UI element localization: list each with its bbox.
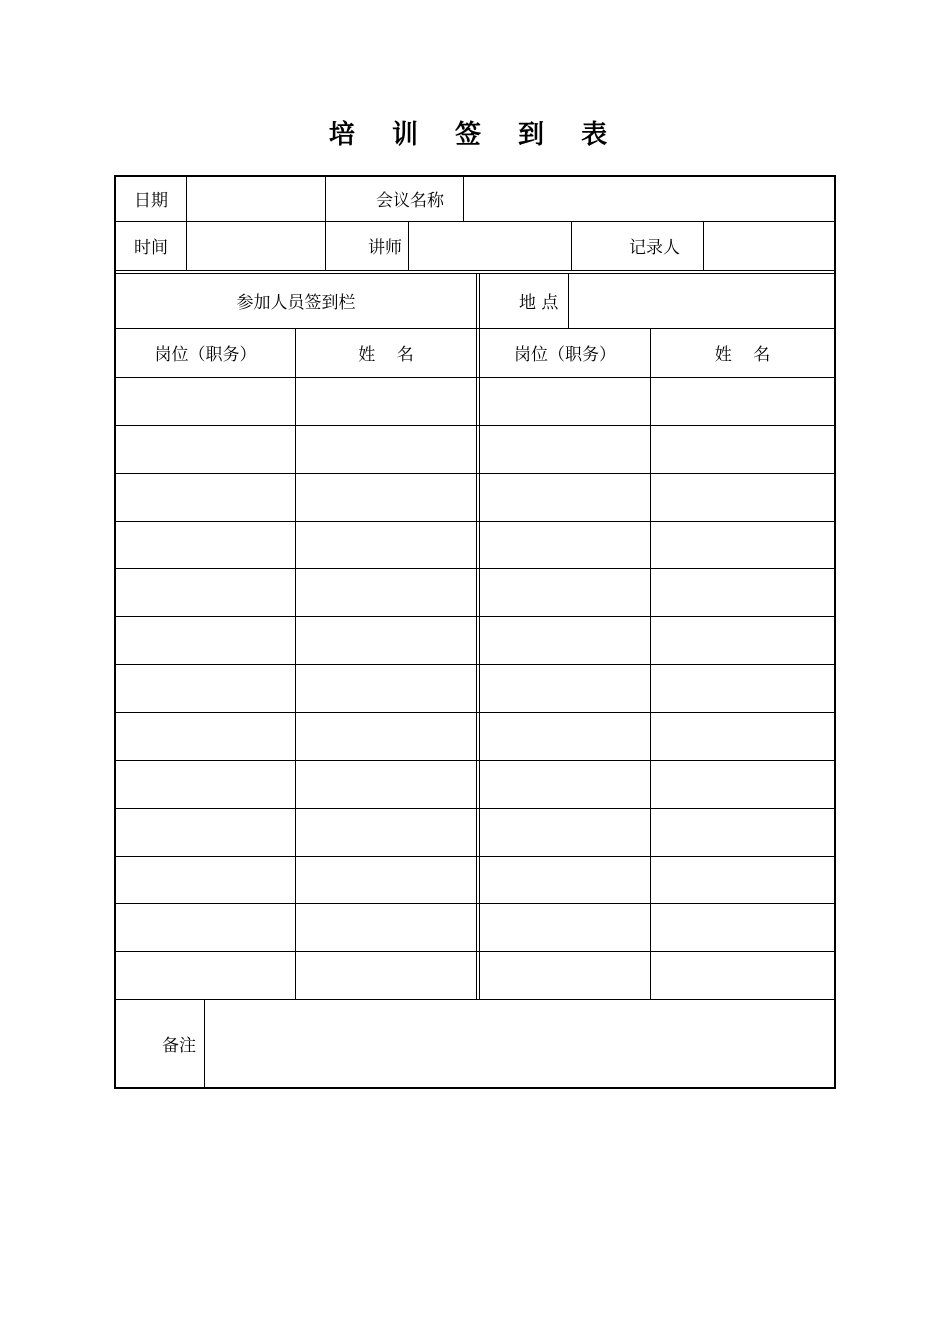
- recorder-label: 记录人: [629, 238, 680, 258]
- meeting-name-field[interactable]: [464, 177, 834, 221]
- date-field[interactable]: [187, 177, 325, 221]
- divider: [476, 274, 477, 999]
- name-cell[interactable]: [651, 569, 834, 616]
- position-cell[interactable]: [116, 952, 295, 999]
- position-cell[interactable]: [116, 809, 295, 856]
- column-header-position: 岗位（职务）: [154, 345, 257, 365]
- name-cell[interactable]: [296, 522, 476, 568]
- recorder-field[interactable]: [704, 222, 834, 270]
- name-cell[interactable]: [651, 617, 834, 664]
- name-cell[interactable]: [651, 426, 834, 473]
- name-cell[interactable]: [296, 761, 476, 808]
- position-cell[interactable]: [116, 713, 295, 760]
- name-cell[interactable]: [651, 952, 834, 999]
- time-label: 时间: [134, 238, 168, 258]
- date-label: 日期: [134, 191, 168, 211]
- divider: [116, 328, 834, 329]
- position-cell[interactable]: [116, 522, 295, 568]
- form-title: 培 训 签 到 表: [328, 120, 622, 150]
- name-cell[interactable]: [651, 378, 834, 425]
- position-cell[interactable]: [480, 665, 650, 712]
- column-header-name: 姓 名: [358, 345, 414, 365]
- name-cell[interactable]: [296, 426, 476, 473]
- position-cell[interactable]: [116, 665, 295, 712]
- name-cell[interactable]: [651, 522, 834, 568]
- lecturer-label: 讲师: [368, 238, 402, 258]
- column-header-position: 岗位（职务）: [514, 345, 616, 365]
- name-cell[interactable]: [296, 665, 476, 712]
- name-cell[interactable]: [296, 952, 476, 999]
- position-cell[interactable]: [116, 904, 295, 951]
- divider: [325, 177, 326, 270]
- position-cell[interactable]: [116, 761, 295, 808]
- name-cell[interactable]: [651, 809, 834, 856]
- name-cell[interactable]: [296, 713, 476, 760]
- position-cell[interactable]: [480, 857, 650, 903]
- position-cell[interactable]: [480, 761, 650, 808]
- remarks-field[interactable]: [205, 1000, 834, 1087]
- divider: [116, 270, 834, 271]
- position-cell[interactable]: [480, 474, 650, 521]
- name-cell[interactable]: [651, 761, 834, 808]
- position-cell[interactable]: [116, 426, 295, 473]
- position-cell[interactable]: [480, 713, 650, 760]
- meeting-name-label: 会议名称: [376, 191, 444, 211]
- name-cell[interactable]: [296, 809, 476, 856]
- position-cell[interactable]: [116, 474, 295, 521]
- name-cell[interactable]: [651, 713, 834, 760]
- position-cell[interactable]: [480, 952, 650, 999]
- position-cell[interactable]: [116, 857, 295, 903]
- time-field[interactable]: [187, 222, 325, 270]
- position-cell[interactable]: [116, 569, 295, 616]
- position-cell[interactable]: [116, 378, 295, 425]
- attendance-section-label: 参加人员签到栏: [236, 293, 356, 313]
- name-cell[interactable]: [296, 378, 476, 425]
- name-cell[interactable]: [651, 904, 834, 951]
- name-cell[interactable]: [296, 617, 476, 664]
- position-cell[interactable]: [480, 809, 650, 856]
- location-label: 地 点: [519, 293, 559, 313]
- name-cell[interactable]: [296, 569, 476, 616]
- position-cell[interactable]: [480, 522, 650, 568]
- position-cell[interactable]: [480, 426, 650, 473]
- remarks-label: 备注: [162, 1036, 196, 1056]
- lecturer-field[interactable]: [409, 222, 571, 270]
- name-cell[interactable]: [296, 857, 476, 903]
- position-cell[interactable]: [480, 378, 650, 425]
- location-field[interactable]: [569, 274, 834, 328]
- position-cell[interactable]: [480, 569, 650, 616]
- column-header-name: 姓 名: [714, 345, 771, 365]
- position-cell[interactable]: [480, 904, 650, 951]
- name-cell[interactable]: [651, 474, 834, 521]
- divider: [571, 222, 572, 270]
- name-cell[interactable]: [296, 474, 476, 521]
- name-cell[interactable]: [651, 857, 834, 903]
- position-cell[interactable]: [116, 617, 295, 664]
- name-cell[interactable]: [651, 665, 834, 712]
- name-cell[interactable]: [296, 904, 476, 951]
- position-cell[interactable]: [480, 617, 650, 664]
